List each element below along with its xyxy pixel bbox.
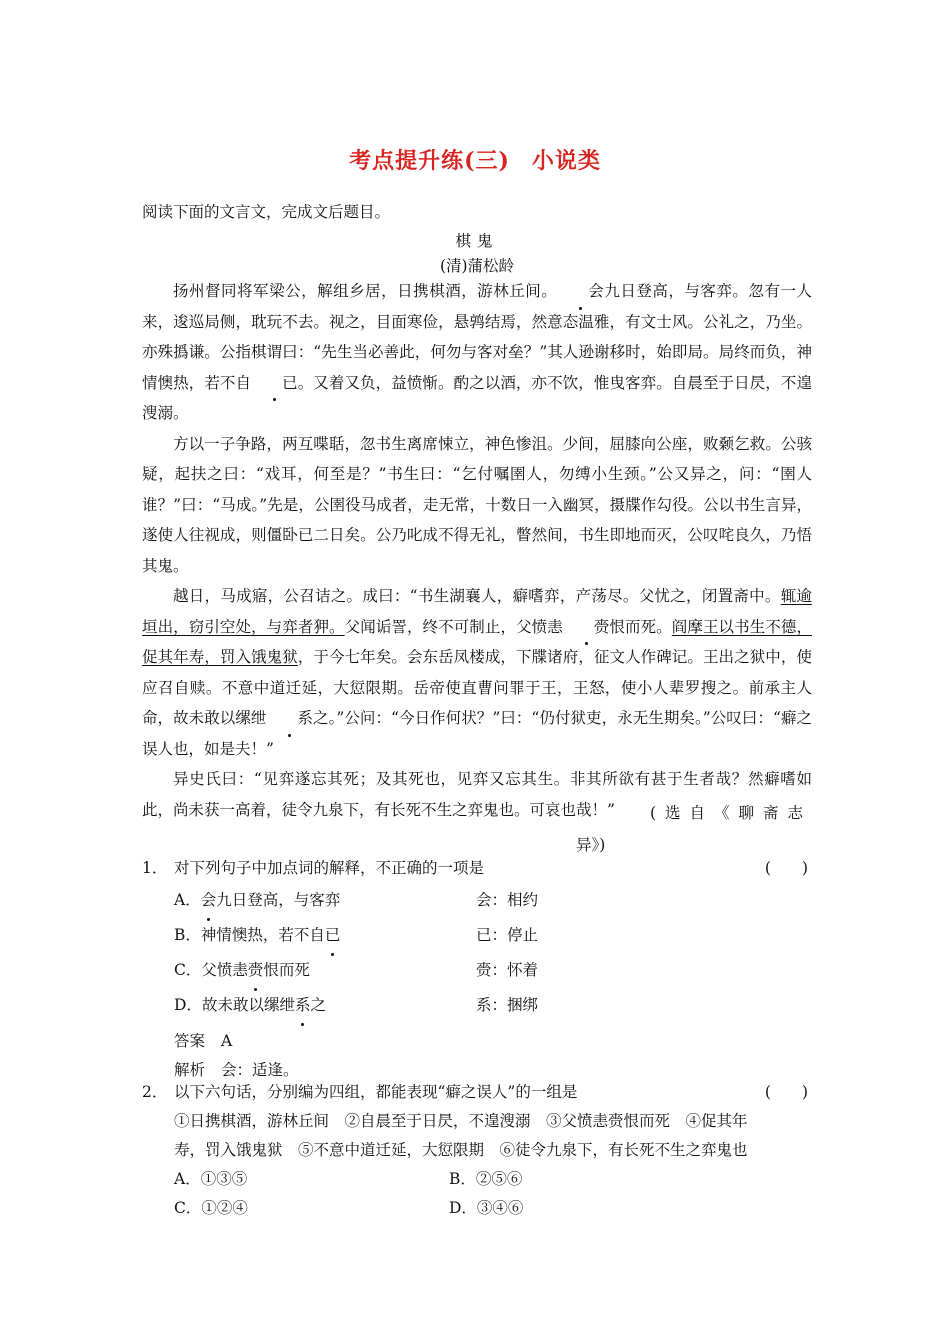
option-letter: A． <box>174 891 201 909</box>
p3-text-b: 父闻诟詈，终不可制止，父愤恚 <box>344 617 563 636</box>
p1-text-b: 九日登高，与客弈。忽有一人来，逡巡局侧，耽玩不去。视之，目面寒俭，悬鹑结焉，然意态温雅，有文士风。公礼之，乃坐。亦殊撝谦。公指棋谓曰：“先生当必善此，何勿与客对垒？”其人逊谢移时，始即局。局终而负，神情懊热，若不自 <box>142 282 812 392</box>
question-1-answer-blank: ( ) <box>764 859 808 877</box>
source-line-2: 异》) <box>576 836 606 854</box>
question-2-number: 2． <box>142 1083 168 1101</box>
story-paragraph-3 <box>142 581 812 764</box>
story-paragraph-4: 异史氏曰：“见弈遂忘其死；及其死也，见弈又忘其生。非其所欲有甚于生者哉？然癖嗜如此，尚未获一高着，徒令九泉下，有长死不生之弈鬼也。可哀也哉！” <box>142 770 812 819</box>
dotted-word-yi: 已 <box>251 368 298 399</box>
question-2-sentences <box>142 1107 812 1165</box>
option-gloss: 会：相约 <box>476 891 539 909</box>
question-1-stem <box>142 853 812 883</box>
story-paragraph-2: 方以一子争路，两互喋聒，忽书生离席悚立，神色惨沮。少间，屈膝向公座，败颡乞救。公骇疑，起扶之曰：“戏耳，何至是？”书生曰：“乞付嘱圉人，勿缚小生颈。”公又异之，问：“圉人谁？”曰：“马成。”先是，公圉役马成者，走无常，十数日一入幽冥，摄牒作勾役。公以书生言异，遂使人往视成，则僵卧已二日矣。公乃叱成不得无礼，瞥然间，书生即地而灭，公叹咤良久，乃悟其鬼。 <box>142 434 812 575</box>
p3-text-c: 恨而死。 <box>609 617 672 636</box>
question-1-number: 1． <box>142 859 168 877</box>
question-2-option-d: D．③④⑥ <box>449 1199 524 1217</box>
question-1 <box>142 853 812 1085</box>
question-1-option-a <box>142 883 812 918</box>
question-1-answer <box>142 1027 812 1056</box>
option-gloss: 系：捆绑 <box>476 996 539 1014</box>
answer-value: A <box>221 1032 233 1050</box>
answer-label: 答案 <box>174 1032 206 1050</box>
question-1-option-c <box>142 953 812 988</box>
option-text-post: 九日登高，与客弈 <box>216 891 341 909</box>
analysis-label: 解析 <box>174 1061 206 1079</box>
option-text-post: 之 <box>310 996 326 1014</box>
question-2-option-c: C．①②④ <box>174 1199 248 1217</box>
story-source <box>560 797 812 861</box>
page-title-sub: 小说类 <box>531 148 601 174</box>
page-title <box>0 144 950 175</box>
p1-text-c: 。又着又负，益愤惭。酌之以酒，亦不饮，惟曳客弈。自晨至于日昃，不遑溲溺。 <box>142 373 812 422</box>
option-text-pre: 神情懊热，若不自 <box>200 926 325 944</box>
dotted-word-hui: 会 <box>557 276 604 307</box>
underlined-sentence-1: 辄逾垣出，窃引空处，与弈者狎。 <box>142 587 812 636</box>
question-1-option-b <box>142 918 812 953</box>
option-dotted-word: 赍 <box>248 953 264 988</box>
option-dotted-word: 会 <box>201 883 217 918</box>
underlined-sentence-2: 阎摩王以书生不德，促其年寿，罚入饿鬼狱 <box>142 617 812 666</box>
analysis-value: 会：适逢。 <box>221 1061 299 1079</box>
question-2-answer-blank: ( ) <box>764 1083 808 1101</box>
dotted-word-xi: 系 <box>266 703 313 734</box>
question-2-sentences-line-1: ①日携棋酒，游林丘间 ②自晨至于日昃，不遑溲溺 ③父愤恚赍恨而死 ④促其年 <box>174 1112 748 1130</box>
source-line-1: (选自《聊斋志 <box>649 804 812 822</box>
story-paragraph-1 <box>142 276 812 429</box>
question-1-option-d <box>142 988 812 1023</box>
option-letter: D． <box>174 996 202 1014</box>
question-2-option-b: B．②⑤⑥ <box>449 1170 523 1188</box>
option-dotted-word: 已 <box>325 918 341 953</box>
dotted-word-ji: 赍 <box>563 612 610 643</box>
option-text-pre: 故未敢以缧绁 <box>201 996 295 1014</box>
option-letter: B． <box>174 926 201 944</box>
question-2-stem <box>142 1077 812 1107</box>
option-gloss: 已：停止 <box>476 926 539 944</box>
p3-text-e: 之。”公问：“今日作何状？”曰：“仍付狱吏，永无生期矣。”公叹曰：“癖之误人也，如是夫！” <box>142 709 812 758</box>
question-1-text: 对下列句子中加点词的解释，不正确的一项是 <box>174 859 485 877</box>
story-title: 棋鬼 <box>455 232 499 250</box>
question-2-sentences-line-2: 寿，罚入饿鬼狱 ⑤不意中道迁延，大愆限期 ⑥徒令九泉下，有长死不生之弈鬼也 <box>174 1141 748 1159</box>
page-title-main: 考点提升练(三) <box>349 148 510 174</box>
instruction-text: 阅读下面的文言文，完成文后题目。 <box>142 203 391 221</box>
option-dotted-word: 系 <box>295 988 311 1023</box>
option-gloss: 赍：怀着 <box>476 961 539 979</box>
question-2 <box>142 1077 812 1223</box>
story-author: (清)蒲松龄 <box>439 257 515 275</box>
option-text-post: 恨而死 <box>263 961 310 979</box>
p3-text-d: ，于今七年矣。会东岳凤楼成，下牒诸府，征文人作碑记。王出之狱中，使应召自赎。不意中道迁延，大愆限期。岳帝使直曹问罪于王，王怒，使小人辈罗搜之。前承主人命，故未敢以缧绁 <box>142 648 812 727</box>
question-2-option-a: A．①③⑤ <box>174 1170 248 1188</box>
option-letter: C． <box>174 961 202 979</box>
p1-text-a: 扬州督同将军梁公，解组乡居，日携棋酒，游林丘间。 <box>173 282 558 300</box>
question-2-options-row-1 <box>142 1165 812 1194</box>
p3-text-a: 越日，马成寤，公召诘之。成曰：“书生湖襄人，癖嗜弈，产荡尽。父忧之，闭置斋中。 <box>173 587 781 605</box>
option-text-pre: 父愤恚 <box>201 961 248 979</box>
question-2-options-row-2 <box>142 1194 812 1223</box>
story-body <box>142 276 812 825</box>
question-2-text: 以下六句话，分别编为四组，都能表现“癖之误人”的一组是 <box>174 1083 578 1101</box>
